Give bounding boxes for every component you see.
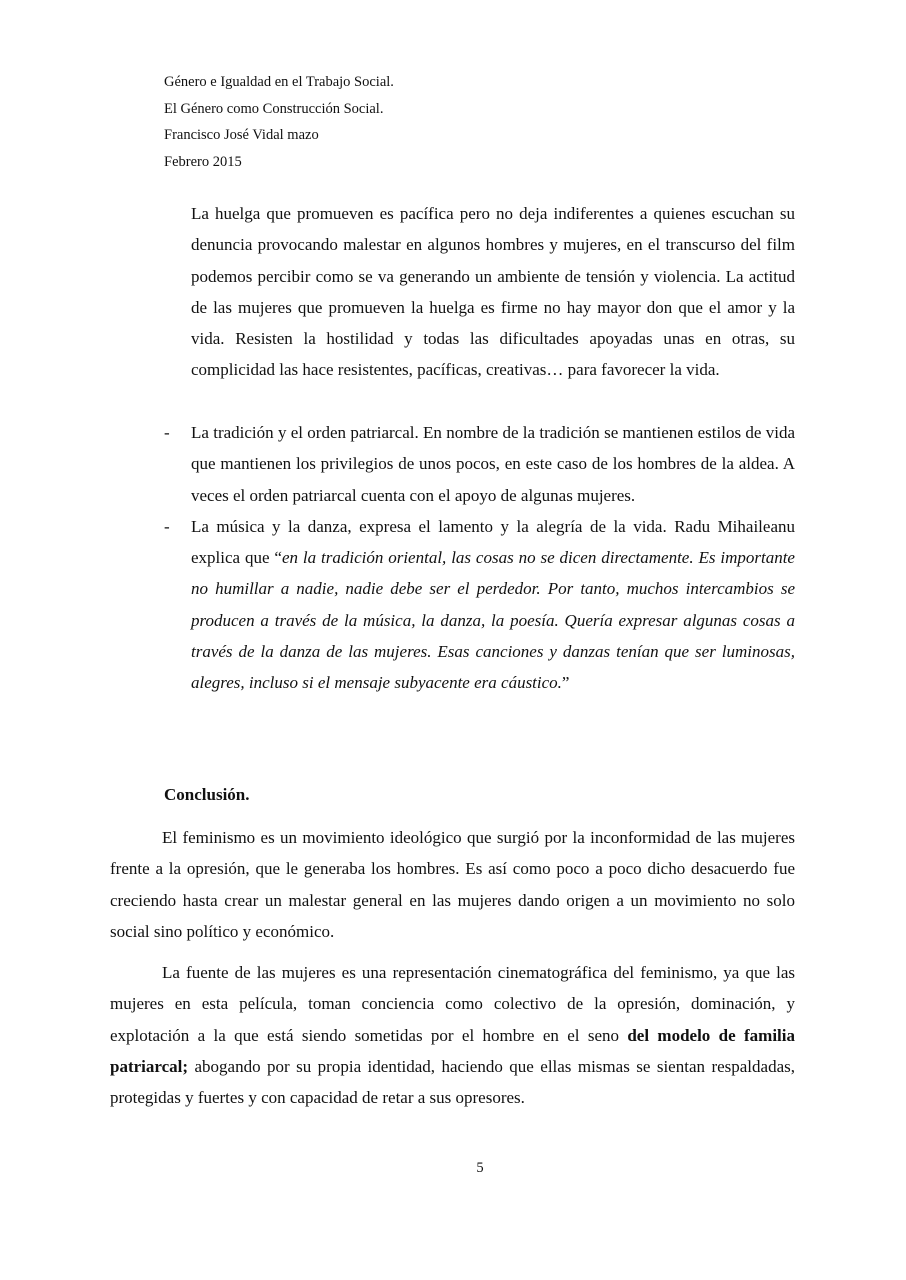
quote-close: ”	[561, 673, 570, 693]
bullet-list	[164, 417, 795, 699]
list-item-text: La tradición y el orden patriarcal. En nombre de la tradición se mantienen estilos de vida que mantienen los privilegios de unos pocos, en este caso de los hombres de la aldea. A veces el orden patriarcal cuenta con el apoyo de algunas mujeres.	[191, 423, 795, 505]
list-item	[164, 511, 795, 699]
header-course-title: Género e Igualdad en el Trabajo Social.	[164, 74, 394, 90]
director-quote: en la tradición oriental, las cosas no se dicen directamente. Es importante no humillar a nadie, nadie debe ser el perdedor. Por tanto, muchos intercambios se producen a través de la música, la danza, la poesía. Quería expresar algunas cosas a través de la danza de las mujeres. Esas canciones y danzas tenían que ser luminosas, alegres, incluso si el mensaje subyacente era cáustico.	[191, 548, 795, 693]
list-item-text	[191, 511, 795, 699]
list-item	[164, 417, 795, 511]
conclusion-paragraph-2	[110, 957, 795, 1113]
running-header	[164, 71, 394, 177]
header-essay-title: El Género como Construcción Social.	[164, 100, 384, 117]
conclusion-paragraph-1: El feminismo es un movimiento ideológico que surgió por la inconformidad de las mujeres frente a la opresión, que le generaba los hombres. Es así como poco a poco dicho desacuerdo fue creciendo hasta crear un malestar general en las mujeres dando origen a un movimiento no solo social sino político y económico.	[110, 828, 795, 941]
header-author: Francisco José Vidal mazo	[164, 127, 319, 143]
bullet-dash: -	[164, 516, 170, 536]
paragraph-text: La fuente de las mujeres es una representación cinematográfica del feminismo, ya que las mujeres en esta película, toman conciencia como colectivo de la opresión, dominación, y explotación a la que está siendo sometidas por el hombre en el seno	[110, 963, 795, 1045]
header-date: Febrero 2015	[164, 153, 242, 170]
bullet-dash: -	[164, 423, 170, 442]
continued-paragraph: La huelga que promueven es pacífica pero no deja indiferentes a quienes escuchan su denuncia provocando malestar en algunos hombres y mujeres, en el transcurso del film podemos percibir como se va generando un ambiente de tensión y violencia. La actitud de las mujeres que promueven la huelga es firme no hay mayor don que el amor y la vida. Resisten la hostilidad y todas las dificultades apoyadas unas en otras, su complicidad las hace resistentes, pacíficas, creativas… para favorecer la vida.	[191, 204, 795, 380]
bold-phrase: del modelo de familia patriarcal;	[110, 1025, 795, 1076]
conclusion-heading: Conclusión.	[164, 785, 250, 804]
page-number: 5	[476, 1160, 484, 1176]
list-item-intro: La música y la danza, expresa el lamento y la alegría de la vida. Radu Mihaileanu explica que “	[191, 516, 795, 568]
paragraph-text: abogando por su propia identidad, haciendo que ellas mismas se sientan respaldadas, protegidas y fuertes y con capacidad de retar a sus opresores.	[110, 1056, 795, 1108]
